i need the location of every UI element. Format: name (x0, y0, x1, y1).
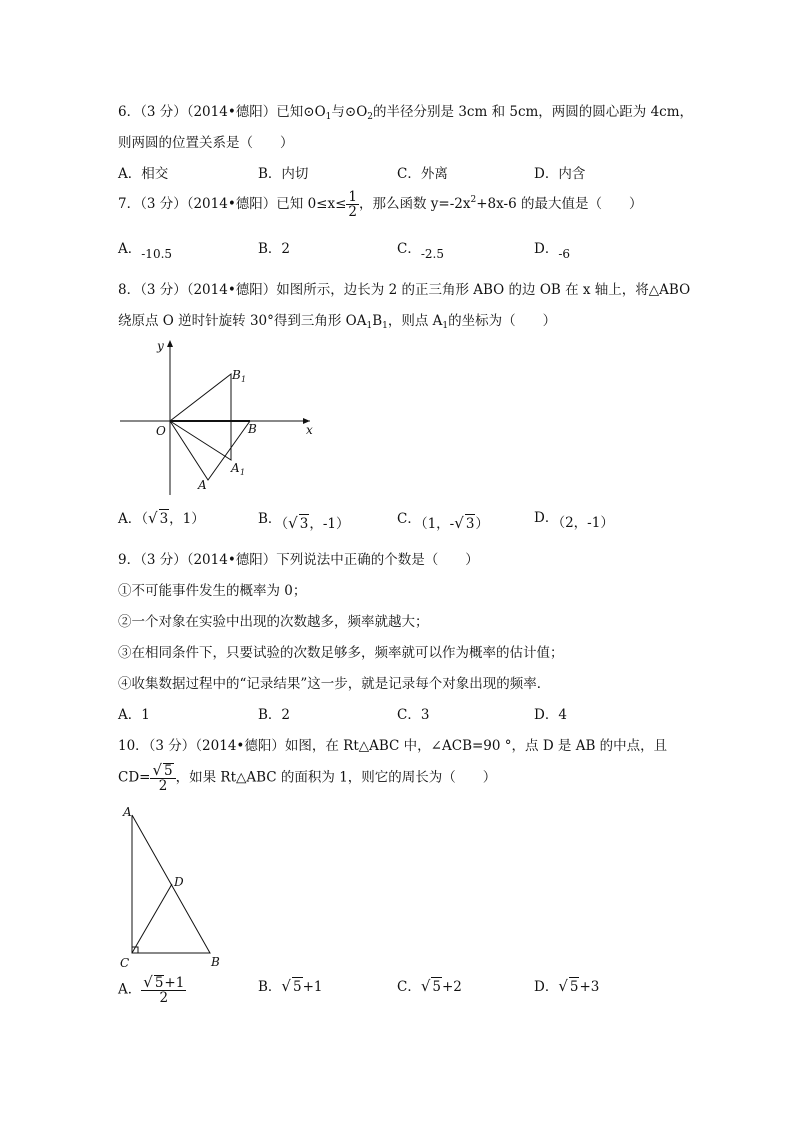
q7-prefix: 7．（3 分）（2014•德阳）已知 0≤x≤ (118, 196, 347, 212)
q8-option-b-letter: B． (258, 511, 282, 527)
q10-label-b: B (211, 955, 220, 969)
q7-frac-num: 1 (348, 189, 357, 205)
q7-option-c-letter: C． (397, 241, 421, 257)
sqrt-icon: √ (148, 509, 158, 527)
q10-option-c-rad: 5 (432, 979, 441, 995)
q9-option-c[interactable]: C．3 (397, 707, 430, 723)
q8-text-d: 的坐标为（ ） (448, 313, 557, 329)
q7-option-d-value: -6 (558, 247, 571, 261)
q8-label-b1: B (232, 368, 241, 382)
q10-option-b-rad: 5 (292, 979, 302, 995)
q6-option-b[interactable]: B．内切 (258, 166, 309, 182)
q6-option-c[interactable]: C．外离 (397, 166, 448, 182)
q8-label-a1-sub: 1 (240, 468, 246, 477)
q10-option-c-letter: C． (397, 979, 421, 995)
q9-item-2: ②一个对象在实验中出现的次数越多，频率就越大； (118, 614, 429, 630)
q8-label-a1: A (231, 461, 240, 475)
q7-option-c-value: -2.5 (420, 247, 444, 261)
q10-option-d-post: +3 (579, 979, 600, 995)
q10-label-c: C (120, 956, 130, 970)
q8-option-d[interactable] (534, 509, 614, 531)
q10-line1: 10．（3 分）（2014•德阳）如图，在 Rt△ABC 中，∠ACB=90 °，点 D 是 AB 的中点，且 (118, 738, 668, 754)
q6-line2: 则两圆的位置关系是（ ） (118, 135, 294, 151)
q10-option-d[interactable] (534, 977, 599, 996)
q7-option-d[interactable] (534, 240, 571, 261)
q8-y-arrow-icon (167, 340, 173, 347)
q8-option-d-letter: D． (534, 510, 559, 526)
q8-option-b-pre: （ (281, 516, 289, 532)
q10-option-a[interactable] (118, 975, 186, 1005)
q7-suffix: +8x-6 的最大值是（ ） (476, 196, 643, 212)
q8-option-a-letter: A． (118, 511, 142, 527)
q9-stem: 9．（3 分）（2014•德阳）下列说法中正确的个数是（ ） (118, 552, 479, 568)
q9-item-3: ③在相同条件下，只要试验的次数足够多，频率就可以作为概率的估计值； (118, 645, 564, 661)
q8-option-a-rad: 3 (159, 511, 169, 527)
q9-option-a[interactable]: A．1 (118, 707, 150, 723)
q6-line1 (118, 103, 693, 126)
q8-option-c-post: ） (475, 516, 489, 532)
q10-option-c-post: +2 (442, 979, 462, 995)
q10-cd-prefix: CD= (118, 769, 151, 786)
sqrt-icon: √ (454, 514, 464, 532)
q8-option-d-value: （2，-1） (558, 515, 614, 531)
q7-option-a[interactable] (118, 240, 173, 261)
q8-sub2: 1 (382, 321, 388, 331)
q8-line1: 8．（3 分）（2014•德阳）如图所示，边长为 2 的正三角形 ABO 的边 OB 在 x 轴上，将△ABO (118, 282, 691, 298)
q8-option-a-pre: （ (141, 511, 148, 527)
q8-triangle-oa1b1 (170, 374, 231, 460)
q10-figure (112, 800, 232, 972)
q8-option-b-post: ，-1） (309, 516, 350, 532)
q8-option-b-rad: 3 (299, 516, 309, 532)
q10-cd-den: 2 (158, 778, 168, 794)
q10-option-a-rad: 5 (154, 975, 164, 991)
q6-sub2: 2 (367, 112, 374, 122)
q6-text-b: 与⊙O (331, 104, 368, 120)
q9-item-1: ①不可能事件发生的概率为 0； (118, 583, 307, 599)
q8-label-b: B (248, 422, 257, 436)
q10-label-a: A (123, 805, 132, 819)
q7-option-a-value: -10.5 (141, 247, 173, 261)
q7-mid: ，那么函数 y=-2x (359, 196, 471, 212)
q8-label-y: y (157, 339, 164, 353)
q7-option-a-letter: A． (118, 241, 142, 257)
q8-figure (110, 332, 330, 500)
q8-text-b: B (372, 313, 383, 329)
q10-label-d: D (174, 875, 184, 889)
q10-cd-rad: 5 (164, 763, 173, 779)
q7-fraction (346, 190, 359, 219)
q10-option-c[interactable] (397, 977, 462, 996)
q10-option-a-post: +1 (164, 975, 185, 991)
q7-option-d-letter: D． (534, 241, 559, 257)
q8-option-a[interactable] (118, 509, 205, 528)
q10-option-d-rad: 5 (569, 979, 579, 995)
q7-option-b-value: 2 (281, 241, 291, 257)
q7-sup: 2 (470, 195, 477, 205)
q10-option-a-den: 2 (159, 990, 169, 1006)
q10-option-b-letter: B． (258, 979, 282, 995)
q6-option-d[interactable]: D．内含 (534, 166, 586, 182)
sqrt-icon: √ (152, 761, 163, 779)
q10-line2-suffix: ，如果 Rt△ABC 的面积为 1，则它的周长为（ ） (175, 769, 497, 786)
q8-option-c[interactable] (397, 509, 489, 532)
q7-option-b[interactable] (258, 240, 290, 258)
q8-text-a: 绕原点 O 逆时针旋转 30°得到三角形 OA (118, 313, 367, 329)
q6-text-c: 的半径分别是 3cm 和 5cm，两圆的圆心距为 4cm， (373, 104, 694, 120)
q6-text-a: 6．（3 分）（2014•德阳）已知⊙O (118, 104, 326, 120)
q8-label-b1-sub: 1 (241, 375, 247, 384)
q9-item-4: ④收集数据过程中的“记录结果”这一步，就是记录每个对象出现的频率． (118, 676, 551, 692)
q8-label-o: O (156, 424, 166, 438)
q8-option-c-letter: C． (397, 511, 421, 527)
q6-sub1: 1 (325, 112, 332, 122)
q8-option-c-rad: 3 (465, 516, 475, 532)
q7-option-c[interactable] (397, 240, 444, 261)
q8-text-c: ，则点 A (387, 313, 443, 329)
sqrt-icon: √ (420, 977, 431, 995)
q10-segment-cd (132, 884, 172, 953)
q10-option-b-post: +1 (302, 979, 323, 995)
q9-option-b[interactable]: B．2 (258, 707, 291, 723)
q8-option-a-post: ，1） (169, 511, 205, 527)
q10-option-d-letter: D． (534, 979, 559, 995)
q6-option-a[interactable]: A．相交 (118, 166, 169, 182)
q10-option-a-fraction (141, 975, 186, 1005)
sqrt-icon: √ (558, 977, 568, 995)
q7-frac-den: 2 (348, 204, 357, 220)
q10-option-a-letter: A． (118, 981, 142, 998)
q10-cd-fraction (150, 763, 175, 793)
q7-option-b-letter: B． (258, 241, 282, 257)
q9-option-d[interactable]: D．4 (534, 707, 567, 723)
q8-option-c-pre: （1，- (420, 516, 455, 532)
q10-line2 (118, 763, 496, 793)
q10-option-b[interactable] (258, 977, 322, 996)
q7-stem (118, 190, 642, 219)
q8-label-a: A (198, 478, 207, 492)
q8-label-x: x (306, 423, 313, 437)
sqrt-icon: √ (288, 514, 298, 532)
q8-sub1: 1 (366, 321, 373, 331)
q8-option-b[interactable] (258, 509, 350, 532)
sqrt-icon: √ (143, 973, 153, 991)
q8-sub3: 1 (442, 321, 449, 331)
sqrt-icon: √ (281, 977, 291, 995)
